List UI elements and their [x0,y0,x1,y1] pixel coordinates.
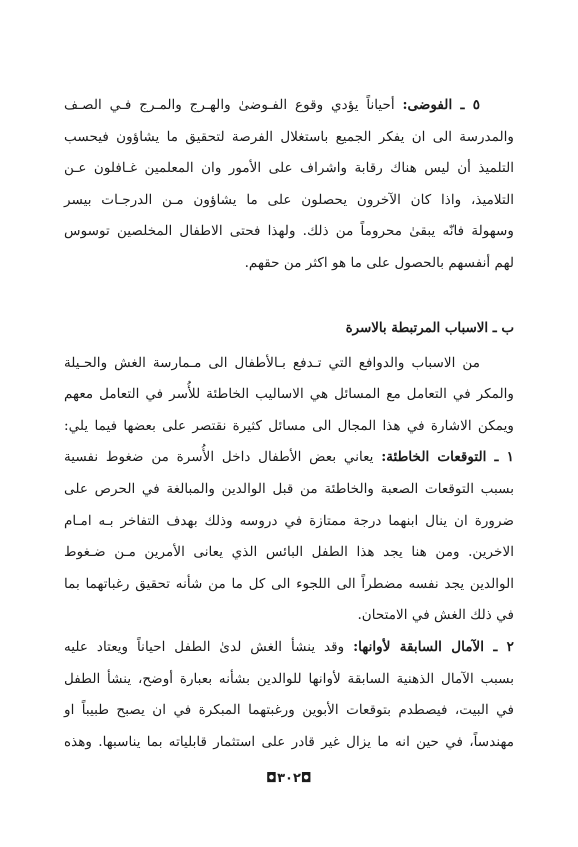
text-line: الوالدين يجد نفسه مضطراً الى اللجوء الى كل ما من شأنه تحقيق رغباتهما بما [64,575,514,592]
text-line [64,442,514,474]
paragraph-intro [64,348,514,380]
text-line: الاخرين. ومن هنا يجد هذا الطفل البائس الذي يعانى الأمرين مـن ضـغوط [64,544,514,561]
text-line-rest: وقد ينشأ الغش لدىٰ الطفل احياناً ويعتاد عليه [64,638,354,655]
item-lead: ١ ـ التوقعات الخاطئة: [381,449,514,466]
item-lead: ٢ ـ الآمال السابقة لأوانها: [353,638,514,655]
text-line: لهم أنفسهم بالحصول على ما هو اكثر من حقهم. [244,254,514,271]
page-number: ◘٣٠٢◘ [266,771,312,786]
text-line [64,90,480,122]
paragraph-chaos-cont [64,122,514,280]
text-line: في ذلك الغش في الامتحان. [357,607,514,624]
item-lead: ٥ ـ الفوضى: [402,97,480,113]
text-line: ضرورة ان ينال ابنهما درجة ممتازة في دروسه وذلك بهدف التفاخر بـه امـام [64,512,514,529]
text-line: ويمكن الاشارة في هذا المجال الى مسائل كثيرة نقتصر على بعضها فيما يلي: [64,417,514,434]
text-line: بسبب الآمال الذهنية السابقة لأوانها للوالدين بشأنه بعبارة أوضح، ينشأ الطفل [64,670,514,687]
text-line-rest: يعاني بعض الأطفال داخل الأُسرة من ضغوط نفسية [64,449,382,466]
paragraph-chaos [64,90,514,122]
text-line: من الاسباب والدوافع التي تـدفع بـالأطفال الى مـمارسة الغش والحـيلة [64,354,480,371]
text-line: مهندساً، في حين انه ما يزال غير قادر على استثمار قابلياته بما يناسبها. وهذه [64,733,514,750]
text-line [64,632,514,664]
text-line: وسهولة فانّه يبقىٰ محروماً من ذلك. ولهذا فحتى الاطفال المخلصين توسوس [64,223,514,240]
page-body [64,90,514,758]
text-line-rest: أحياناً يؤدي وقوع الفـوضىٰ والهـرج والمـرج فـي الصـف [64,97,403,113]
section-heading: ب ـ الاسباب المرتبطة بالاسرة [345,319,514,336]
text-line: والمدرسة الى ان يفكر الجميع باستغلال الفرصة لتحقيق ما يشاؤون فيحسب [64,128,514,145]
text-line: والمكر في التعامل مع المسائل هي الاساليب الخاطئة للأُسر في التعامل معهم [64,386,514,403]
text-line: في البيت، فيصطدم بتوقعات الأبوين ورغبتهما المبكرة في ان يصبح طبيباً او [64,702,514,719]
text-line: التلميذ أن ليس هناك رقابة واشراف على الأمور وان المعلمين غـافلون عـن [64,160,514,177]
paragraph-intro-cont [64,379,514,442]
text-line: التلاميذ، واذا كان الآخرون يحصلون على ما يشاؤون مـن الدرجـات بيسر [64,191,514,208]
paragraph-item1 [64,442,514,632]
paragraph-item2 [64,632,514,758]
text-line: بسبب التوقعات الصعبة والخاطئة من قبل الوالدين والمبالغة في الحرص على [64,480,514,497]
